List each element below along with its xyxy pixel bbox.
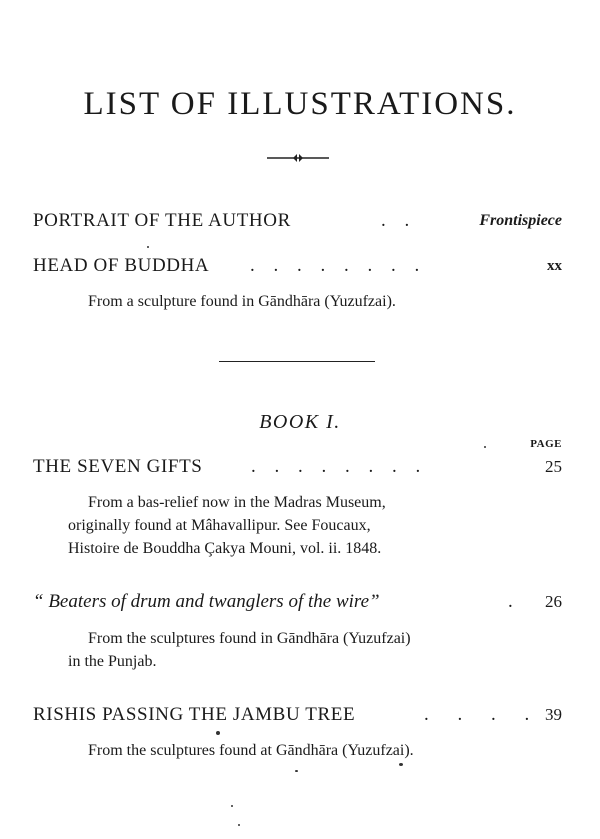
page-title: LIST OF ILLUSTRATIONS. — [83, 86, 517, 122]
scan-speck — [399, 763, 403, 766]
seven-gifts-title: THE SEVEN GIFTS — [33, 456, 203, 477]
scan-speck — [216, 731, 220, 735]
section-rule — [219, 361, 375, 362]
page-column-header: PAGE — [530, 438, 562, 450]
seven-gifts-desc-line: From a bas-relief now in the Madras Museum, — [88, 494, 386, 511]
scan-speck — [231, 805, 233, 807]
head-of-buddha-desc: From a sculpture found in Gāndhāra (Yuzufzai). — [88, 293, 396, 310]
seven-gifts-dots: . . . . . . . . — [251, 456, 421, 477]
seven-gifts-page: 25 — [545, 457, 562, 476]
frontispiece-label: Frontispiece — [479, 212, 562, 229]
scan-speck — [147, 246, 149, 248]
ornament-divider — [266, 150, 330, 166]
rishis-title: RISHIS PASSING THE JAMBU TREE — [33, 704, 356, 725]
seven-gifts-desc-line: originally found at Mâhavallipur. See Foucaux, — [68, 517, 371, 534]
book-heading: BOOK I. — [259, 411, 341, 433]
rishis-page: 39 — [545, 705, 562, 724]
beaters-desc-line: From the sculptures found in Gāndhāra (Yuzufzai) — [88, 630, 411, 647]
rishis-desc: From the sculptures found at Gāndhāra (Yuzufzai). — [88, 742, 414, 759]
scan-speck — [238, 824, 240, 826]
beaters-title: “ Beaters of drum and twanglers of the wire” — [33, 591, 380, 612]
head-of-buddha-title: HEAD OF BUDDHA — [33, 255, 210, 276]
seven-gifts-desc-line: Histoire de Bouddha Çakya Mouni, vol. ii. 1848. — [68, 540, 382, 557]
head-of-buddha-page: xx — [547, 258, 562, 274]
beaters-dots: . — [508, 591, 513, 612]
head-of-buddha-dots: . . . . . . . . — [250, 255, 420, 276]
beaters-desc-line: in the Punjab. — [68, 653, 157, 670]
scan-speck — [484, 446, 486, 448]
rishis-dots: . . . . — [424, 704, 530, 725]
frontispiece-dots: . . — [381, 210, 410, 231]
beaters-page: 26 — [545, 592, 562, 611]
scan-speck — [295, 770, 298, 772]
frontispiece-title: PORTRAIT OF THE AUTHOR — [33, 210, 291, 231]
